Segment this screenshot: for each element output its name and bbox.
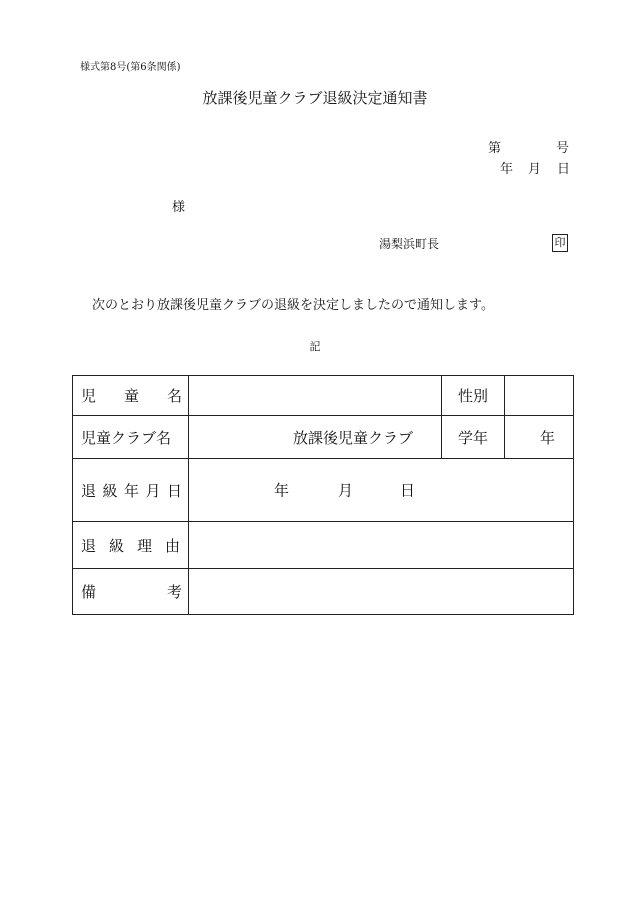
seal-stamp: 印 bbox=[552, 234, 568, 252]
form-number: 様式第8号(第6条関係) bbox=[80, 62, 181, 73]
ki-heading: 記 bbox=[309, 340, 321, 353]
date-month-label: 月 bbox=[528, 162, 542, 177]
table-row-child-name bbox=[73, 376, 574, 416]
value-club-name[interactable]: 放課後児童クラブ bbox=[189, 416, 442, 459]
label-withdrawal-date: 退 級 年 月 日 bbox=[73, 459, 189, 522]
issuer-name: 湯梨浜町長 bbox=[379, 237, 440, 251]
addressee-suffix: 様 bbox=[172, 200, 186, 215]
table-row-remarks bbox=[73, 569, 574, 615]
number-go: 号 bbox=[556, 141, 570, 156]
value-grade[interactable]: 年 bbox=[505, 416, 574, 459]
value-withdrawal-date[interactable] bbox=[189, 459, 574, 522]
withdrawal-date-day: 日 bbox=[400, 481, 416, 500]
document-title: 放課後児童クラブ退級決定通知書 bbox=[202, 89, 428, 107]
body-text: 次のとおり放課後児童クラブの退級を決定しましたので通知します。 bbox=[92, 298, 494, 313]
label-club-name: 児童クラブ名 bbox=[73, 416, 189, 459]
table-row-club-name bbox=[73, 416, 574, 459]
label-withdrawal-reason: 退 級 理 由 bbox=[73, 522, 189, 569]
value-remarks[interactable] bbox=[189, 569, 574, 615]
number-dai: 第 bbox=[488, 141, 502, 156]
label-remarks: 備 考 bbox=[73, 569, 189, 615]
table-row-withdrawal-date bbox=[73, 459, 574, 522]
withdrawal-date-year: 年 bbox=[274, 481, 290, 500]
document-number-block bbox=[470, 137, 570, 179]
value-child-name[interactable] bbox=[189, 376, 442, 416]
value-withdrawal-reason[interactable] bbox=[189, 522, 574, 569]
label-grade: 学年 bbox=[442, 416, 505, 459]
label-child-name: 児 童 名 bbox=[73, 376, 189, 416]
details-table bbox=[72, 375, 574, 615]
withdrawal-date-month: 月 bbox=[338, 481, 354, 500]
value-gender[interactable] bbox=[505, 376, 574, 416]
label-gender: 性別 bbox=[442, 376, 505, 416]
table-row-withdrawal-reason bbox=[73, 522, 574, 569]
date-year-label: 年 bbox=[500, 162, 514, 177]
date-day-label: 日 bbox=[557, 162, 571, 177]
